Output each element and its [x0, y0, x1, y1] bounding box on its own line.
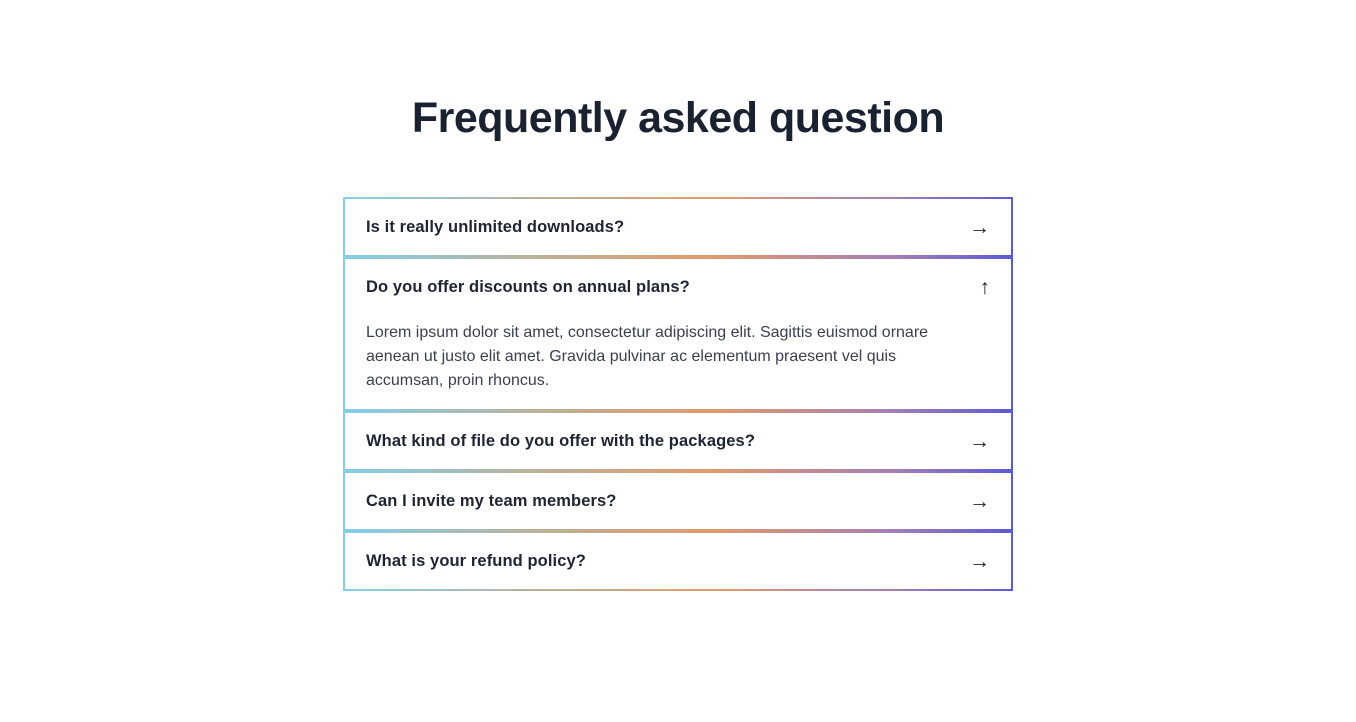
faq-item: [343, 411, 1013, 471]
faq-item: [343, 257, 1013, 411]
faq-item-toggle[interactable]: [345, 473, 1011, 529]
faq-list: [343, 197, 1013, 591]
page-title: Frequently asked question: [411, 94, 945, 142]
faq-item-toggle[interactable]: [345, 259, 1011, 315]
faq-question: Do you offer discounts on annual plans?: [366, 277, 690, 296]
arrow-right-icon: →: [969, 549, 990, 573]
faq-item: [343, 197, 1013, 257]
faq-answer: Lorem ipsum dolor sit amet, consectetur adipiscing elit. Sagittis euismod ornare aenean ut justo elit amet. Gravida pulvinar ac elementum praesent vel quis accumsan, proin rhoncus.: [366, 324, 929, 389]
faq-question: What is your refund policy?: [366, 551, 586, 570]
faq-item: [343, 471, 1013, 531]
faq-item-toggle[interactable]: [345, 533, 1011, 589]
arrow-up-icon: ↑: [979, 275, 990, 299]
faq-item: [343, 531, 1013, 591]
faq-item-toggle[interactable]: [345, 199, 1011, 255]
faq-question: Can I invite my team members?: [366, 491, 617, 510]
faq-question: Is it really unlimited downloads?: [366, 217, 625, 236]
arrow-right-icon: →: [969, 429, 990, 453]
arrow-right-icon: →: [969, 215, 990, 239]
faq-question: What kind of file do you offer with the packages?: [366, 431, 756, 450]
arrow-right-icon: →: [969, 489, 990, 513]
faq-item-toggle[interactable]: [345, 413, 1011, 469]
